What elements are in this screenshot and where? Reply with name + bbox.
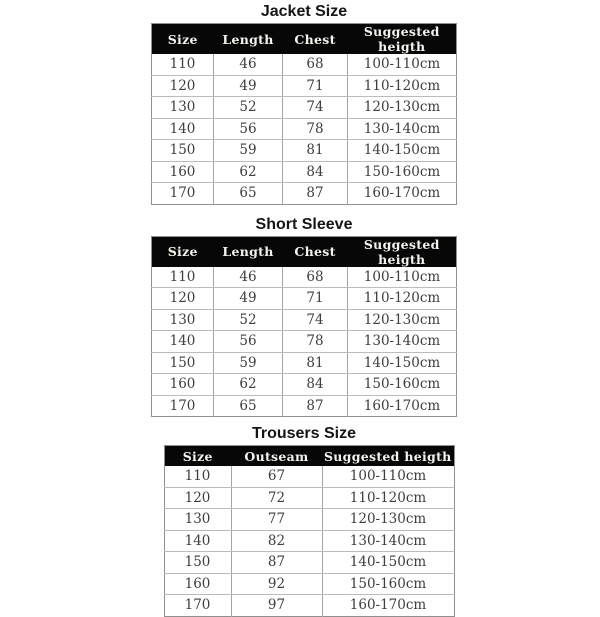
- table-row: [152, 395, 457, 417]
- short-sleeve-table: [151, 236, 457, 418]
- column-header-chest: Chest: [283, 24, 348, 55]
- size-cell: 120: [152, 288, 214, 310]
- height-cell: 160-170cm: [348, 395, 457, 417]
- height-cell: 130-140cm: [322, 530, 454, 552]
- table-row: [152, 267, 457, 288]
- outseam-cell: 67: [231, 466, 322, 487]
- chest-cell: 68: [283, 54, 348, 75]
- table-row: [152, 183, 457, 205]
- table-row: [164, 487, 454, 509]
- length-cell: 65: [214, 183, 283, 205]
- chest-cell: 81: [283, 140, 348, 162]
- chest-cell: 74: [283, 97, 348, 119]
- height-cell: 110-120cm: [348, 288, 457, 310]
- size-cell: 150: [164, 552, 231, 574]
- height-cell: 140-150cm: [348, 140, 457, 162]
- chest-cell: 81: [283, 352, 348, 374]
- chest-cell: 78: [283, 331, 348, 353]
- length-cell: 56: [214, 118, 283, 140]
- table-row: [152, 161, 457, 183]
- length-cell: 52: [214, 309, 283, 331]
- short-sleeve-section: [151, 216, 457, 418]
- size-cell: 160: [152, 374, 214, 396]
- column-header-size: Size: [152, 24, 214, 55]
- size-cell: 160: [152, 161, 214, 183]
- jacket-size-section: [151, 3, 457, 205]
- column-header-size: Size: [152, 236, 214, 267]
- column-header-size: Size: [164, 446, 231, 467]
- height-cell: 120-130cm: [322, 509, 454, 531]
- jacket-size-table: [151, 23, 457, 205]
- length-cell: 46: [214, 267, 283, 288]
- table-row: [152, 140, 457, 162]
- size-cell: 120: [152, 75, 214, 97]
- length-cell: 59: [214, 140, 283, 162]
- height-cell: 120-130cm: [348, 97, 457, 119]
- table-row: [152, 288, 457, 310]
- chest-cell: 68: [283, 267, 348, 288]
- length-cell: 62: [214, 374, 283, 396]
- length-cell: 49: [214, 288, 283, 310]
- height-cell: 110-120cm: [322, 487, 454, 509]
- outseam-cell: 87: [231, 552, 322, 574]
- column-header-height: Suggested heigth: [348, 24, 457, 55]
- table-row: [164, 552, 454, 574]
- height-cell: 160-170cm: [322, 595, 454, 617]
- table-row: [152, 54, 457, 75]
- chest-cell: 84: [283, 161, 348, 183]
- size-cell: 140: [164, 530, 231, 552]
- height-cell: 140-150cm: [322, 552, 454, 574]
- table-row: [152, 75, 457, 97]
- size-cell: 150: [152, 140, 214, 162]
- height-cell: 140-150cm: [348, 352, 457, 374]
- chest-cell: 74: [283, 309, 348, 331]
- size-cell: 110: [152, 267, 214, 288]
- column-header-length: Length: [214, 24, 283, 55]
- outseam-cell: 92: [231, 573, 322, 595]
- trousers-size-table: [164, 445, 455, 617]
- trousers-size-section: [159, 425, 450, 617]
- height-cell: 120-130cm: [348, 309, 457, 331]
- chest-cell: 87: [283, 395, 348, 417]
- height-cell: 150-160cm: [348, 161, 457, 183]
- header-row: [164, 446, 454, 467]
- length-cell: 59: [214, 352, 283, 374]
- jacket-size-title: Jacket Size: [260, 3, 348, 20]
- size-cell: 150: [152, 352, 214, 374]
- column-header-chest: Chest: [283, 236, 348, 267]
- height-cell: 100-110cm: [348, 54, 457, 75]
- height-cell: 160-170cm: [348, 183, 457, 205]
- chest-cell: 71: [283, 288, 348, 310]
- size-cell: 130: [152, 97, 214, 119]
- header-row: [152, 236, 457, 267]
- table-row: [164, 530, 454, 552]
- size-cell: 140: [152, 118, 214, 140]
- outseam-cell: 72: [231, 487, 322, 509]
- header-row: [152, 24, 457, 55]
- table-row: [164, 573, 454, 595]
- table-row: [152, 331, 457, 353]
- length-cell: 46: [214, 54, 283, 75]
- height-cell: 100-110cm: [348, 267, 457, 288]
- column-header-outseam: Outseam: [231, 446, 322, 467]
- height-cell: 110-120cm: [348, 75, 457, 97]
- short-sleeve-title: Short Sleeve: [255, 215, 353, 233]
- length-cell: 56: [214, 331, 283, 353]
- outseam-cell: 82: [231, 530, 322, 552]
- chest-cell: 78: [283, 118, 348, 140]
- size-cell: 170: [169, 185, 196, 202]
- size-cell: 170: [184, 597, 211, 614]
- size-cell: 160: [164, 573, 231, 595]
- column-header-length: Length: [214, 236, 283, 267]
- table-row: [164, 595, 454, 617]
- table-row: [152, 118, 457, 140]
- size-cell: 170: [169, 397, 196, 414]
- height-cell: 130-140cm: [348, 118, 457, 140]
- height-cell: 150-160cm: [348, 374, 457, 396]
- chest-cell: 71: [283, 75, 348, 97]
- size-cell: 140: [152, 331, 214, 353]
- table-row: [164, 509, 454, 531]
- size-cell: 110: [152, 54, 214, 75]
- size-cell: 130: [152, 309, 214, 331]
- outseam-cell: 97: [231, 595, 322, 617]
- length-cell: 49: [214, 75, 283, 97]
- table-row: [164, 466, 454, 487]
- column-header-height: Suggested heigth: [322, 446, 454, 467]
- height-cell: 150-160cm: [322, 573, 454, 595]
- length-cell: 52: [214, 97, 283, 119]
- table-row: [152, 374, 457, 396]
- size-cell: 110: [164, 466, 231, 487]
- chest-cell: 84: [283, 374, 348, 396]
- outseam-cell: 77: [231, 509, 322, 531]
- column-header-height: Suggested heigth: [348, 236, 457, 267]
- height-cell: 100-110cm: [322, 466, 454, 487]
- size-cell: 130: [164, 509, 231, 531]
- height-cell: 130-140cm: [348, 331, 457, 353]
- chest-cell: 87: [283, 183, 348, 205]
- size-cell: 120: [164, 487, 231, 509]
- table-row: [152, 97, 457, 119]
- table-row: [152, 352, 457, 374]
- length-cell: 65: [214, 395, 283, 417]
- trousers-size-title: Trousers Size: [251, 425, 357, 442]
- table-row: [152, 309, 457, 331]
- length-cell: 62: [214, 161, 283, 183]
